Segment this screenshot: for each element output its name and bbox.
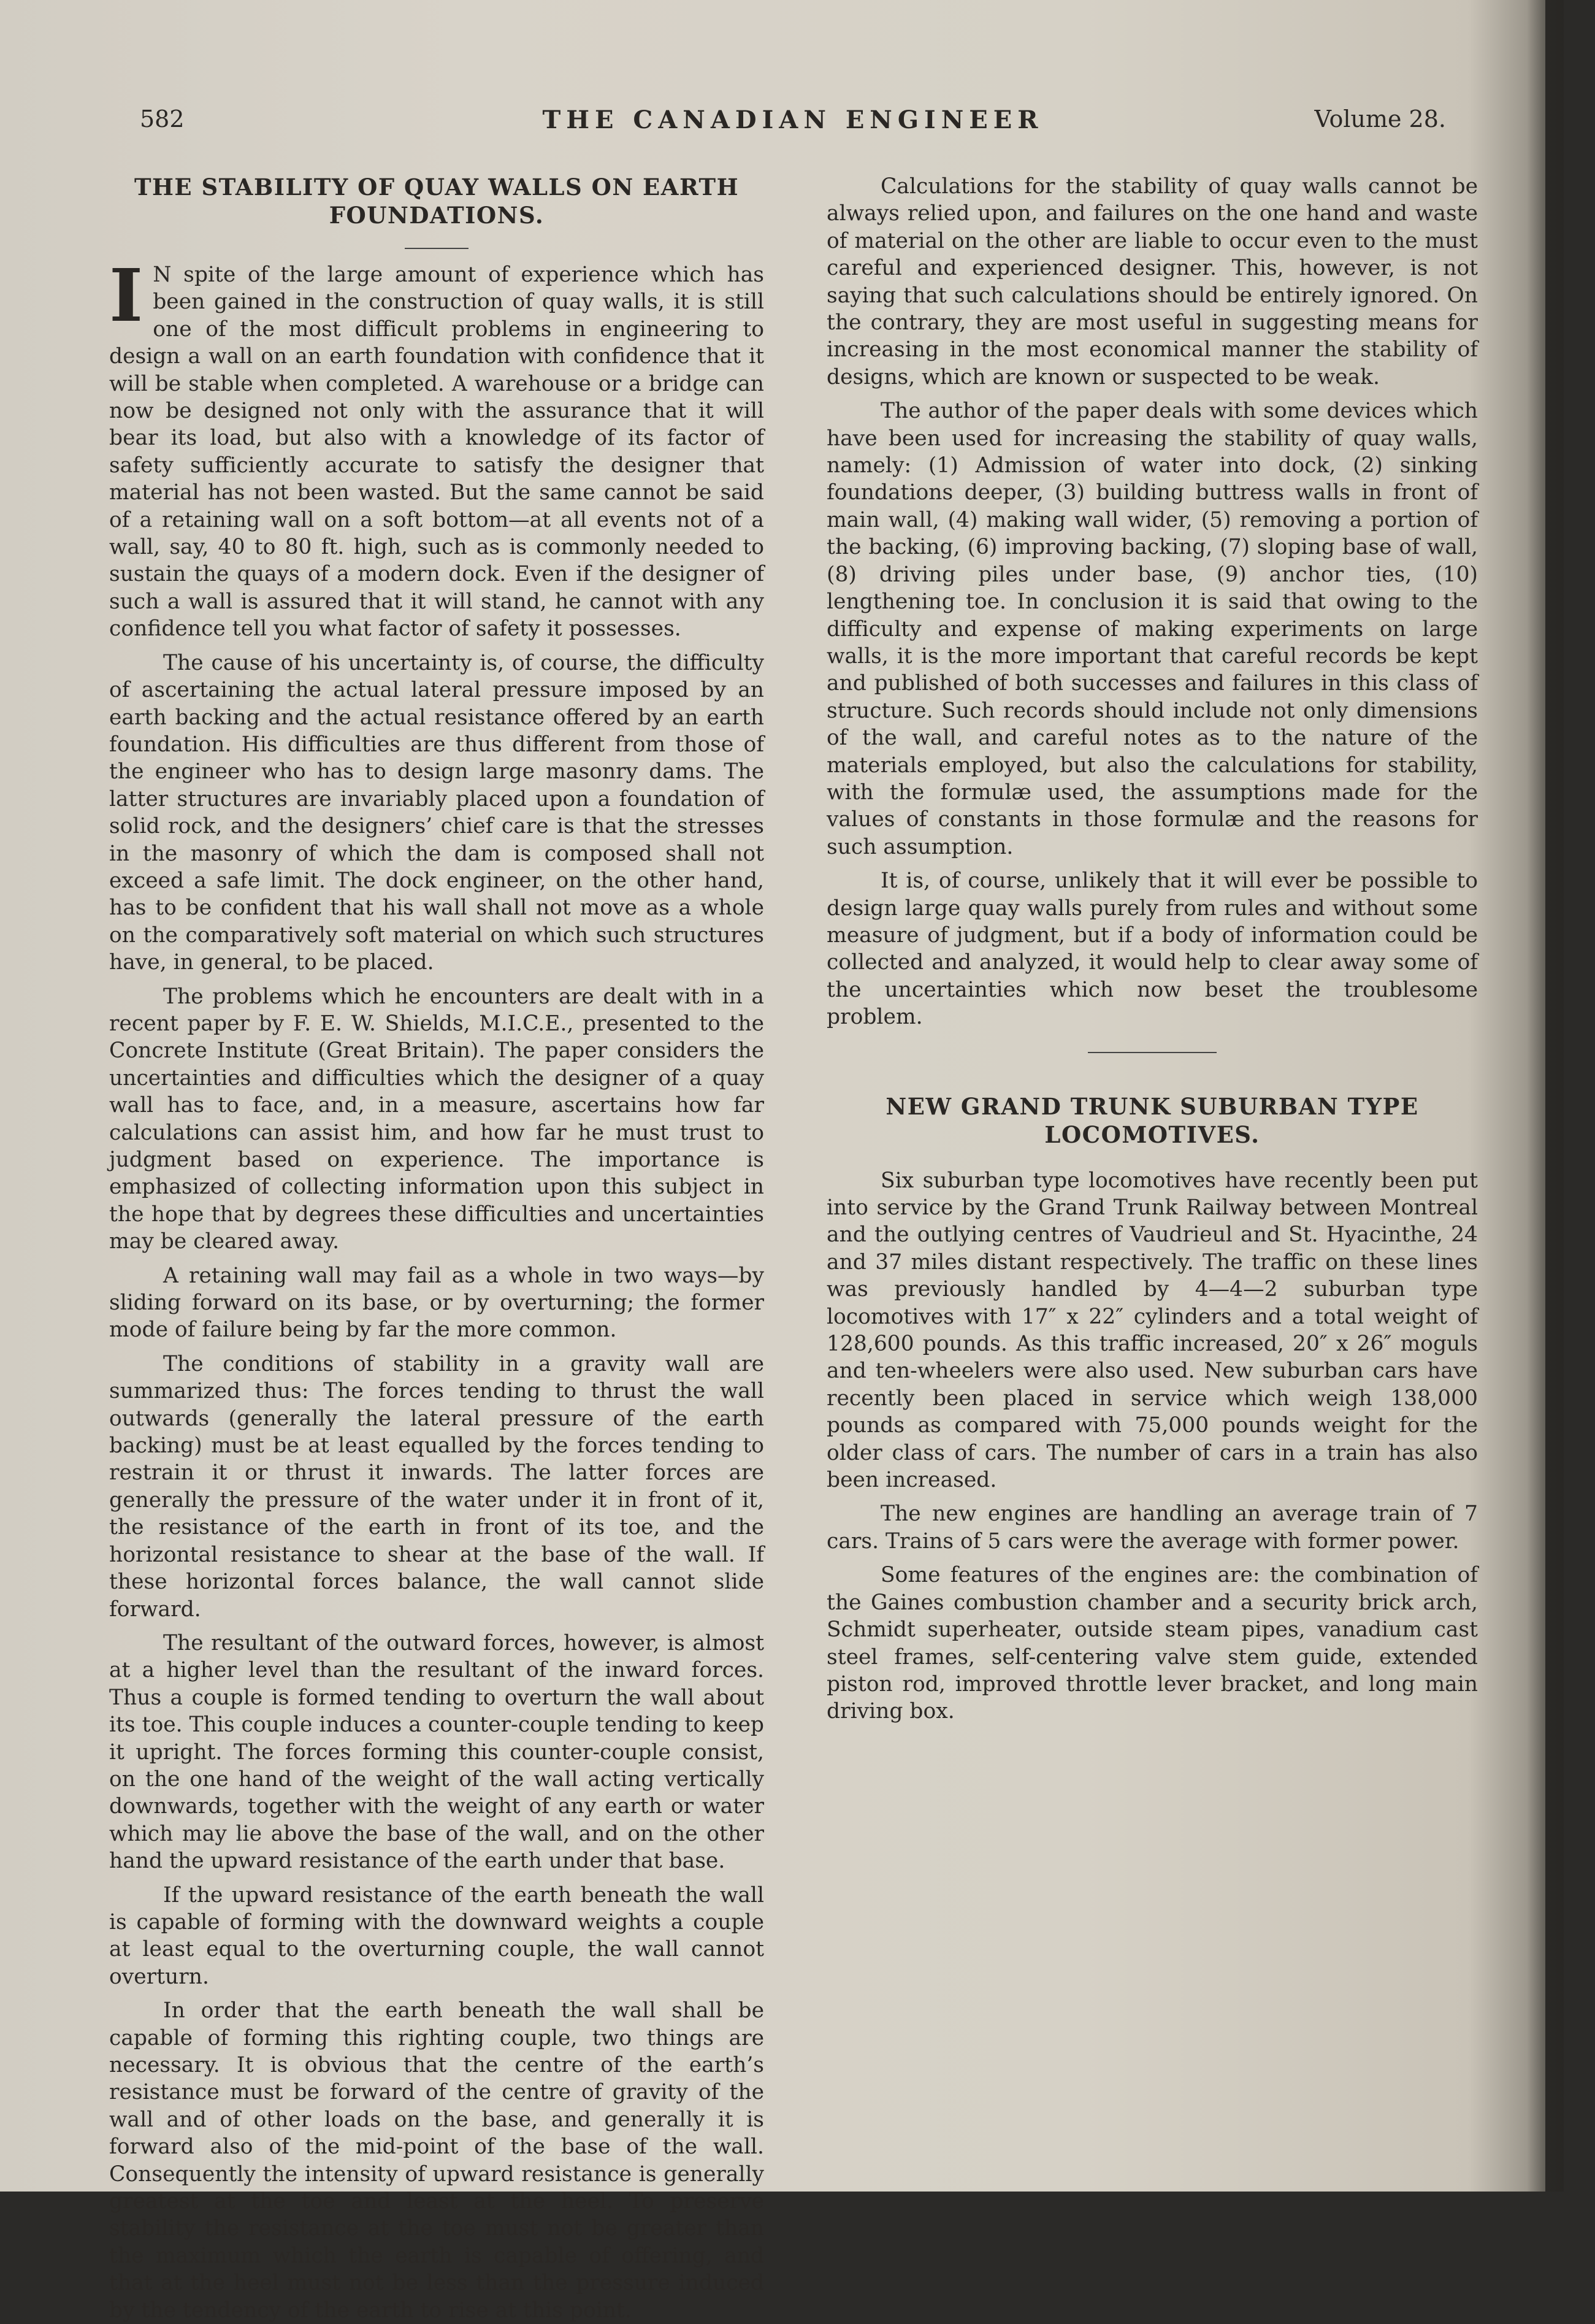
paragraph: In order that the earth beneath the wall shall be capable of forming this righting couple, two things are necessary. It is obvious that the centre of the earth’s resistance must be forward of the centre of gravity of the wall and of other loads on the base, and generally it is forward also of the mid-point of the base of the wall. Consequently the intensity of upward resistance is generally greatest at the toe and least at the heel. To preserve stability the resistance at the toe must not be greater than the maximum which the earth is capable of offering, and that at the heel must not be less than the pressure induced by the tendency of the earth to rise at this point. (109, 1998, 764, 2323)
paragraph: Six suburban type locomotives have recently been put into service by the Grand Trunk Railway between Montreal and the outlying centres of Vaudrieul and St. Hyacinthe, 24 and 37 miles distant respectively. The traffic on these lines was previously handled by 4—4—2 suburban type locomotives with 17″ x 22″ cylinders and a total weight of 128,600 pounds. As this traffic increased, 20″ x 26″ moguls and ten-wheelers were also used. New suburban cars have recently been placed in service which weigh 138,000 pounds as compared with 75,000 pounds weight for the older class of cars. The number of cars in a train has also been increased. (827, 1168, 1478, 1493)
right-column (827, 173, 1478, 1725)
volume-label: Volume 28. (1314, 105, 1446, 132)
paragraph: If the upward resistance of the earth beneath the wall is capable of forming with the downward weights a couple at least equal to the overturning couple, the wall cannot overturn. (109, 1882, 764, 1989)
running-header (140, 105, 1446, 142)
article-title-quay-walls (109, 173, 764, 229)
paragraph: Calculations for the stability of quay walls cannot be always relied upon, and failures on the one hand and waste of material on the other are liable to occur even to the must careful and experienced designer. This, however, is not saying that such calculations should be entirely ignored. On the contrary, they are most useful in suggesting means for increasing in the most economical manner the stability of designs, which are known or suspected to be weak. (827, 174, 1478, 389)
paragraph-text: N spite of the large amount of experience which has been gained in the construction of quay walls, it is still one of the most difficult problems in engineering to design a wall on an earth foundation with confidence that it will be stable when completed. A warehouse or a bridge can now be designed not only with the assurance that it will bear its load, but also with a knowledge of its factor of safety sufficiently accurate to satisfy the designer that material has not been wasted. But the same cannot be said of a retaining wall on a soft bottom—at all events not of a wall, say, 40 to 80 ft. high, such as is commonly needed to sustain the quays of a modern dock. Even if the designer of such a wall is assured that it will stand, he cannot with any confidence tell you what factor of safety it possesses. (109, 263, 764, 642)
article-separator (1088, 1052, 1217, 1053)
article-title-locomotives (827, 1092, 1478, 1149)
article-title-line: FOUNDATIONS. (329, 202, 545, 229)
binding-shadow (1527, 0, 1564, 2192)
paragraph: The author of the paper deals with some devices which have been used for increasing the stability of quay walls, namely: (1) Admission of water into dock, (2) sinking foundations deeper, (3) building buttress walls in front of main wall, (4) making wall wider, (5) removing a portion of the backing, (6) improving backing, (7) sloping base of wall, (8) driving piles under base, (9) anchor ties, (10) lengthening toe. In conclusion it is said that owing to the difficulty and expense of making experiments on large walls, it is the more important that careful records be kept and published of both successes and failures in this class of structure. Such records should include not only dimensions of the wall, and careful notes as to the nature of the materials employed, but also the calculations for stability, with the formulæ used, the assumptions made for the values of constants in those formulæ and the reasons for such assumption. (827, 399, 1478, 859)
paragraph: The cause of his uncertainty is, of course, the difficulty of ascertaining the actual lateral pressure imposed by an earth backing and the actual resistance offered by an earth foundation. His difficulties are thus different from those of the engineer who has to design large masonry dams. The latter structures are invariably placed upon a foundation of solid rock, and the designers’ chief care is that the stresses in the masonry of which the dam is composed shall not exceed a safe limit. The dock engineer, on the other hand, has to be confident that his wall shall not move as a whole on the comparatively soft material on which such structures have, in general, to be placed. (109, 650, 764, 975)
journal-title: THE CANADIAN ENGINEER (542, 105, 1044, 134)
article-title-line: NEW GRAND TRUNK SUBURBAN TYPE (885, 1092, 1419, 1120)
paragraph: The resultant of the outward forces, however, is almost at a higher level than the resultant of the inward forces. Thus a couple is formed tending to overturn the wall about its toe. This couple induces a counter-couple tending to keep it upright. The forces forming this counter-couple consist, on the one hand of the weight of the wall acting vertically downwards, together with the weight of any earth or water which may lie above the base of the wall, and on the other hand the upward resistance of the earth under that base. (109, 1630, 764, 1874)
paragraph (109, 253, 764, 643)
paragraph: It is, of course, unlikely that it will ever be possible to design large quay walls purely from rules and without some measure of judgment, but if a body of information could be collected and analyzed, it would help to clear away some of the uncertainties which now beset the troublesome problem. (827, 869, 1478, 1030)
article-title-line: LOCOMOTIVES. (1044, 1121, 1260, 1148)
paragraph: The problems which he encounters are dealt with in a recent paper by F. E. W. Shields, M.I.C.E., presented to the Concrete Institute (Great Britain). The paper considers the uncertainties and difficulties which the designer of a quay wall has to face, and, in a measure, ascertains how far calculations can assist him, and how far he must trust to judgment based on experience. The importance is emphasized of collecting information upon this subject in the hope that by degrees these difficulties and uncertainties may be cleared away. (109, 984, 764, 1254)
left-column (109, 173, 764, 2324)
paragraph: The new engines are handling an average train of 7 cars. Trains of 5 cars were the average with former power. (827, 1501, 1478, 1554)
paragraph: The conditions of stability in a gravity wall are summarized thus: The forces tending to thrust the wall outwards (generally the lateral pressure of the earth backing) must be at least equalled by the forces tending to restrain it or thrust it inwards. The latter forces are generally the pressure of the water under it in front of it, the resistance of the earth in front of its toe, and the horizontal resistance to shear at the base of the wall. If these horizontal forces balance, the wall cannot slide forward. (109, 1351, 764, 1622)
article-title-line: THE STABILITY OF QUAY WALLS ON EARTH (134, 174, 740, 201)
drop-cap: I (109, 253, 143, 338)
title-rule (405, 248, 469, 249)
paragraph: A retaining wall may fail as a whole in two ways—by sliding forward on its base, or by overturning; the former mode of failure being by far the more common. (109, 1263, 764, 1343)
page-number: 582 (140, 105, 185, 132)
paragraph: Some features of the engines are: the combination of the Gaines combustion chamber and a security brick arch, Schmidt superheater, outside steam pipes, vanadium cast steel frames, self-centering valve stem guide, extended piston rod, improved throttle lever bracket, and long main driving box. (827, 1563, 1478, 1724)
